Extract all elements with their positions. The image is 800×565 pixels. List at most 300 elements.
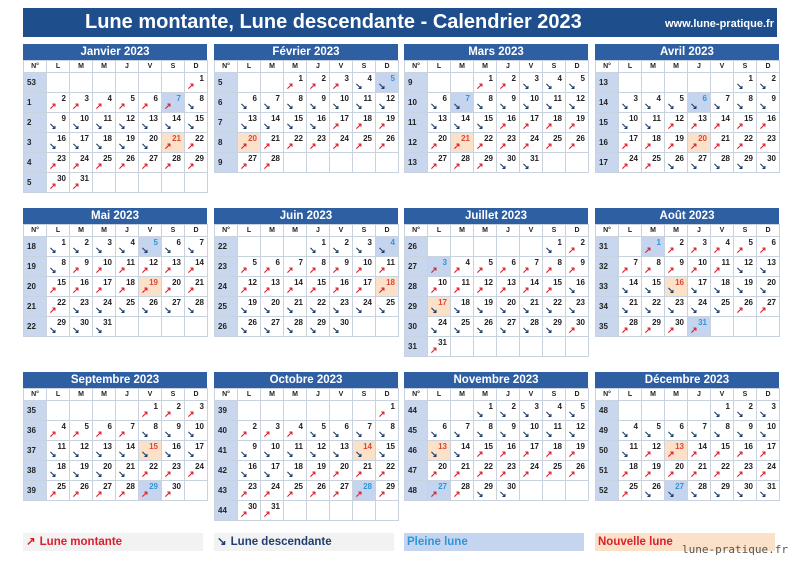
day-cell[interactable] xyxy=(497,441,520,461)
day-cell[interactable] xyxy=(162,153,185,173)
day-cell[interactable] xyxy=(238,93,261,113)
day-cell-full-moon[interactable] xyxy=(376,73,399,93)
day-cell[interactable] xyxy=(93,481,116,501)
day-cell[interactable] xyxy=(376,297,399,317)
day-cell[interactable] xyxy=(47,133,70,153)
day-cell[interactable] xyxy=(619,277,642,297)
day-cell[interactable] xyxy=(543,113,566,133)
day-cell[interactable] xyxy=(284,113,307,133)
day-cell[interactable] xyxy=(116,421,139,441)
day-cell[interactable] xyxy=(474,113,497,133)
day-cell[interactable] xyxy=(642,133,665,153)
day-cell[interactable] xyxy=(330,73,353,93)
day-cell[interactable] xyxy=(619,421,642,441)
day-cell[interactable] xyxy=(474,441,497,461)
day-cell[interactable] xyxy=(757,441,780,461)
day-cell-new-moon[interactable] xyxy=(428,441,451,461)
day-cell[interactable] xyxy=(93,441,116,461)
day-cell[interactable] xyxy=(543,73,566,93)
day-cell[interactable] xyxy=(451,113,474,133)
day-cell[interactable] xyxy=(116,113,139,133)
day-cell[interactable] xyxy=(185,153,208,173)
day-cell[interactable] xyxy=(353,297,376,317)
day-cell[interactable] xyxy=(428,461,451,481)
day-cell[interactable] xyxy=(284,133,307,153)
day-cell[interactable] xyxy=(642,113,665,133)
day-cell-full-moon[interactable] xyxy=(642,237,665,257)
day-cell[interactable] xyxy=(162,401,185,421)
day-cell[interactable] xyxy=(497,297,520,317)
day-cell[interactable] xyxy=(520,153,543,173)
day-cell[interactable] xyxy=(307,93,330,113)
day-cell[interactable] xyxy=(376,133,399,153)
day-cell[interactable] xyxy=(619,297,642,317)
day-cell[interactable] xyxy=(284,461,307,481)
day-cell-new-moon[interactable] xyxy=(665,277,688,297)
day-cell[interactable] xyxy=(451,481,474,501)
day-cell[interactable] xyxy=(566,297,589,317)
day-cell[interactable] xyxy=(566,317,589,337)
day-cell[interactable] xyxy=(734,113,757,133)
day-cell[interactable] xyxy=(284,277,307,297)
day-cell[interactable] xyxy=(665,237,688,257)
day-cell[interactable] xyxy=(162,237,185,257)
day-cell[interactable] xyxy=(734,93,757,113)
day-cell[interactable] xyxy=(451,257,474,277)
day-cell[interactable] xyxy=(116,93,139,113)
day-cell[interactable] xyxy=(566,237,589,257)
day-cell[interactable] xyxy=(70,237,93,257)
day-cell[interactable] xyxy=(543,421,566,441)
day-cell[interactable] xyxy=(238,501,261,521)
day-cell[interactable] xyxy=(47,461,70,481)
day-cell-new-moon[interactable] xyxy=(162,133,185,153)
day-cell[interactable] xyxy=(543,401,566,421)
day-cell[interactable] xyxy=(757,277,780,297)
day-cell[interactable] xyxy=(116,277,139,297)
day-cell[interactable] xyxy=(185,297,208,317)
day-cell-full-moon[interactable] xyxy=(688,93,711,113)
day-cell[interactable] xyxy=(185,461,208,481)
day-cell[interactable] xyxy=(497,401,520,421)
day-cell[interactable] xyxy=(474,461,497,481)
day-cell[interactable] xyxy=(711,421,734,441)
day-cell[interactable] xyxy=(47,297,70,317)
day-cell[interactable] xyxy=(665,421,688,441)
day-cell[interactable] xyxy=(474,257,497,277)
day-cell[interactable] xyxy=(734,297,757,317)
day-cell[interactable] xyxy=(757,461,780,481)
day-cell-new-moon[interactable] xyxy=(139,277,162,297)
day-cell[interactable] xyxy=(619,481,642,501)
day-cell[interactable] xyxy=(185,113,208,133)
day-cell[interactable] xyxy=(688,237,711,257)
day-cell[interactable] xyxy=(93,93,116,113)
day-cell[interactable] xyxy=(185,441,208,461)
day-cell-new-moon[interactable] xyxy=(139,441,162,461)
day-cell-full-moon[interactable] xyxy=(428,481,451,501)
day-cell[interactable] xyxy=(734,481,757,501)
day-cell[interactable] xyxy=(93,133,116,153)
day-cell[interactable] xyxy=(307,237,330,257)
day-cell[interactable] xyxy=(261,421,284,441)
day-cell[interactable] xyxy=(734,421,757,441)
day-cell[interactable] xyxy=(116,441,139,461)
day-cell[interactable] xyxy=(116,461,139,481)
day-cell-new-moon[interactable] xyxy=(353,441,376,461)
day-cell[interactable] xyxy=(474,481,497,501)
day-cell[interactable] xyxy=(307,73,330,93)
day-cell[interactable] xyxy=(497,73,520,93)
day-cell[interactable] xyxy=(93,257,116,277)
day-cell[interactable] xyxy=(307,461,330,481)
day-cell[interactable] xyxy=(185,277,208,297)
day-cell[interactable] xyxy=(70,113,93,133)
day-cell[interactable] xyxy=(185,93,208,113)
day-cell[interactable] xyxy=(307,297,330,317)
day-cell[interactable] xyxy=(619,93,642,113)
day-cell[interactable] xyxy=(330,257,353,277)
day-cell[interactable] xyxy=(688,297,711,317)
day-cell[interactable] xyxy=(474,317,497,337)
day-cell[interactable] xyxy=(642,421,665,441)
day-cell[interactable] xyxy=(711,277,734,297)
day-cell[interactable] xyxy=(642,441,665,461)
day-cell-full-moon[interactable] xyxy=(353,481,376,501)
day-cell[interactable] xyxy=(566,257,589,277)
day-cell[interactable] xyxy=(162,113,185,133)
day-cell[interactable] xyxy=(734,277,757,297)
day-cell[interactable] xyxy=(497,93,520,113)
day-cell[interactable] xyxy=(520,401,543,421)
day-cell[interactable] xyxy=(284,93,307,113)
day-cell[interactable] xyxy=(139,297,162,317)
day-cell[interactable] xyxy=(428,337,451,357)
day-cell[interactable] xyxy=(116,297,139,317)
day-cell[interactable] xyxy=(93,317,116,337)
day-cell[interactable] xyxy=(376,421,399,441)
day-cell[interactable] xyxy=(261,93,284,113)
day-cell[interactable] xyxy=(47,93,70,113)
day-cell[interactable] xyxy=(619,317,642,337)
day-cell[interactable] xyxy=(543,93,566,113)
day-cell[interactable] xyxy=(642,481,665,501)
day-cell[interactable] xyxy=(711,481,734,501)
day-cell[interactable] xyxy=(353,73,376,93)
day-cell[interactable] xyxy=(665,113,688,133)
day-cell[interactable] xyxy=(185,421,208,441)
day-cell-full-moon[interactable] xyxy=(162,93,185,113)
day-cell-full-moon[interactable] xyxy=(376,237,399,257)
day-cell[interactable] xyxy=(497,153,520,173)
day-cell[interactable] xyxy=(734,237,757,257)
day-cell[interactable] xyxy=(757,73,780,93)
day-cell[interactable] xyxy=(665,93,688,113)
day-cell[interactable] xyxy=(307,481,330,501)
day-cell-new-moon[interactable] xyxy=(665,441,688,461)
day-cell[interactable] xyxy=(284,441,307,461)
day-cell[interactable] xyxy=(451,153,474,173)
day-cell[interactable] xyxy=(70,133,93,153)
day-cell[interactable] xyxy=(284,73,307,93)
day-cell[interactable] xyxy=(70,257,93,277)
day-cell[interactable] xyxy=(688,441,711,461)
day-cell[interactable] xyxy=(688,257,711,277)
day-cell[interactable] xyxy=(353,257,376,277)
day-cell[interactable] xyxy=(497,461,520,481)
day-cell[interactable] xyxy=(238,421,261,441)
day-cell[interactable] xyxy=(47,257,70,277)
day-cell[interactable] xyxy=(116,257,139,277)
day-cell[interactable] xyxy=(734,73,757,93)
day-cell[interactable] xyxy=(520,461,543,481)
day-cell[interactable] xyxy=(543,133,566,153)
day-cell[interactable] xyxy=(734,461,757,481)
day-cell[interactable] xyxy=(642,297,665,317)
day-cell[interactable] xyxy=(70,93,93,113)
day-cell[interactable] xyxy=(93,421,116,441)
day-cell[interactable] xyxy=(428,113,451,133)
day-cell[interactable] xyxy=(330,237,353,257)
day-cell[interactable] xyxy=(376,461,399,481)
day-cell[interactable] xyxy=(116,153,139,173)
day-cell[interactable] xyxy=(93,153,116,173)
day-cell[interactable] xyxy=(711,401,734,421)
day-cell[interactable] xyxy=(451,317,474,337)
day-cell[interactable] xyxy=(162,297,185,317)
day-cell[interactable] xyxy=(566,401,589,421)
day-cell[interactable] xyxy=(497,257,520,277)
day-cell[interactable] xyxy=(261,153,284,173)
day-cell[interactable] xyxy=(474,73,497,93)
day-cell[interactable] xyxy=(330,441,353,461)
day-cell[interactable] xyxy=(330,481,353,501)
day-cell[interactable] xyxy=(474,401,497,421)
day-cell[interactable] xyxy=(376,93,399,113)
day-cell[interactable] xyxy=(711,461,734,481)
day-cell[interactable] xyxy=(711,113,734,133)
day-cell[interactable] xyxy=(376,441,399,461)
day-cell[interactable] xyxy=(330,133,353,153)
day-cell[interactable] xyxy=(330,421,353,441)
day-cell[interactable] xyxy=(47,237,70,257)
day-cell[interactable] xyxy=(116,237,139,257)
day-cell[interactable] xyxy=(451,461,474,481)
day-cell[interactable] xyxy=(757,93,780,113)
day-cell[interactable] xyxy=(307,133,330,153)
day-cell[interactable] xyxy=(520,257,543,277)
day-cell[interactable] xyxy=(497,113,520,133)
day-cell[interactable] xyxy=(619,153,642,173)
day-cell-new-moon[interactable] xyxy=(376,277,399,297)
day-cell[interactable] xyxy=(261,277,284,297)
day-cell[interactable] xyxy=(543,257,566,277)
day-cell[interactable] xyxy=(353,133,376,153)
day-cell[interactable] xyxy=(520,113,543,133)
day-cell[interactable] xyxy=(185,237,208,257)
day-cell[interactable] xyxy=(376,481,399,501)
day-cell[interactable] xyxy=(261,257,284,277)
day-cell[interactable] xyxy=(665,297,688,317)
day-cell[interactable] xyxy=(353,237,376,257)
site-url[interactable]: www.lune-pratique.fr xyxy=(665,18,774,30)
day-cell[interactable] xyxy=(93,237,116,257)
day-cell[interactable] xyxy=(93,277,116,297)
day-cell[interactable] xyxy=(185,401,208,421)
day-cell[interactable] xyxy=(238,481,261,501)
day-cell[interactable] xyxy=(711,93,734,113)
day-cell[interactable] xyxy=(619,133,642,153)
day-cell[interactable] xyxy=(162,277,185,297)
day-cell[interactable] xyxy=(566,133,589,153)
day-cell[interactable] xyxy=(139,113,162,133)
day-cell[interactable] xyxy=(688,481,711,501)
day-cell-full-moon[interactable] xyxy=(665,481,688,501)
day-cell[interactable] xyxy=(70,297,93,317)
day-cell[interactable] xyxy=(428,277,451,297)
day-cell[interactable] xyxy=(757,401,780,421)
day-cell[interactable] xyxy=(376,113,399,133)
day-cell[interactable] xyxy=(93,297,116,317)
day-cell[interactable] xyxy=(261,481,284,501)
day-cell[interactable] xyxy=(376,401,399,421)
day-cell[interactable] xyxy=(451,421,474,441)
day-cell[interactable] xyxy=(734,133,757,153)
day-cell[interactable] xyxy=(70,317,93,337)
day-cell[interactable] xyxy=(261,501,284,521)
day-cell[interactable] xyxy=(238,257,261,277)
day-cell[interactable] xyxy=(261,297,284,317)
day-cell[interactable] xyxy=(520,421,543,441)
day-cell[interactable] xyxy=(474,153,497,173)
day-cell[interactable] xyxy=(474,133,497,153)
day-cell[interactable] xyxy=(47,421,70,441)
day-cell[interactable] xyxy=(757,237,780,257)
day-cell[interactable] xyxy=(642,93,665,113)
day-cell[interactable] xyxy=(185,257,208,277)
day-cell[interactable] xyxy=(261,461,284,481)
day-cell[interactable] xyxy=(520,93,543,113)
day-cell[interactable] xyxy=(284,421,307,441)
day-cell-new-moon[interactable] xyxy=(688,133,711,153)
day-cell[interactable] xyxy=(428,133,451,153)
day-cell[interactable] xyxy=(139,461,162,481)
day-cell[interactable] xyxy=(47,153,70,173)
day-cell[interactable] xyxy=(162,421,185,441)
day-cell[interactable] xyxy=(566,461,589,481)
day-cell[interactable] xyxy=(70,461,93,481)
day-cell[interactable] xyxy=(543,441,566,461)
day-cell[interactable] xyxy=(70,441,93,461)
day-cell[interactable] xyxy=(139,133,162,153)
day-cell[interactable] xyxy=(474,421,497,441)
day-cell[interactable] xyxy=(619,461,642,481)
day-cell[interactable] xyxy=(451,297,474,317)
day-cell[interactable] xyxy=(284,481,307,501)
day-cell[interactable] xyxy=(261,441,284,461)
day-cell[interactable] xyxy=(284,257,307,277)
day-cell[interactable] xyxy=(70,153,93,173)
day-cell[interactable] xyxy=(734,401,757,421)
day-cell[interactable] xyxy=(47,317,70,337)
day-cell[interactable] xyxy=(688,461,711,481)
day-cell[interactable] xyxy=(734,153,757,173)
day-cell[interactable] xyxy=(428,317,451,337)
day-cell[interactable] xyxy=(307,441,330,461)
day-cell[interactable] xyxy=(665,317,688,337)
day-cell[interactable] xyxy=(642,277,665,297)
day-cell[interactable] xyxy=(47,113,70,133)
day-cell[interactable] xyxy=(185,133,208,153)
day-cell[interactable] xyxy=(47,173,70,193)
day-cell[interactable] xyxy=(566,93,589,113)
day-cell[interactable] xyxy=(497,421,520,441)
day-cell[interactable] xyxy=(642,153,665,173)
day-cell[interactable] xyxy=(451,441,474,461)
day-cell[interactable] xyxy=(428,421,451,441)
day-cell[interactable] xyxy=(566,277,589,297)
day-cell[interactable] xyxy=(93,461,116,481)
day-cell[interactable] xyxy=(70,481,93,501)
day-cell[interactable] xyxy=(711,257,734,277)
day-cell[interactable] xyxy=(474,277,497,297)
day-cell[interactable] xyxy=(116,481,139,501)
day-cell[interactable] xyxy=(238,153,261,173)
day-cell[interactable] xyxy=(543,461,566,481)
day-cell[interactable] xyxy=(353,421,376,441)
day-cell-new-moon[interactable] xyxy=(238,133,261,153)
day-cell[interactable] xyxy=(185,73,208,93)
day-cell[interactable] xyxy=(428,93,451,113)
day-cell[interactable] xyxy=(238,461,261,481)
day-cell[interactable] xyxy=(238,277,261,297)
day-cell[interactable] xyxy=(520,297,543,317)
day-cell[interactable] xyxy=(665,153,688,173)
day-cell[interactable] xyxy=(688,113,711,133)
day-cell-full-moon[interactable] xyxy=(139,481,162,501)
day-cell[interactable] xyxy=(261,317,284,337)
day-cell[interactable] xyxy=(307,317,330,337)
day-cell[interactable] xyxy=(711,297,734,317)
day-cell[interactable] xyxy=(307,257,330,277)
day-cell[interactable] xyxy=(566,441,589,461)
day-cell[interactable] xyxy=(330,297,353,317)
day-cell[interactable] xyxy=(238,297,261,317)
day-cell[interactable] xyxy=(642,257,665,277)
day-cell[interactable] xyxy=(543,277,566,297)
day-cell[interactable] xyxy=(619,113,642,133)
day-cell[interactable] xyxy=(642,317,665,337)
day-cell[interactable] xyxy=(688,421,711,441)
day-cell[interactable] xyxy=(238,317,261,337)
day-cell[interactable] xyxy=(162,441,185,461)
day-cell[interactable] xyxy=(497,317,520,337)
day-cell-full-moon[interactable] xyxy=(139,237,162,257)
day-cell[interactable] xyxy=(139,257,162,277)
day-cell[interactable] xyxy=(238,113,261,133)
day-cell[interactable] xyxy=(665,257,688,277)
day-cell[interactable] xyxy=(757,297,780,317)
day-cell-full-moon[interactable] xyxy=(451,93,474,113)
day-cell[interactable] xyxy=(520,133,543,153)
day-cell[interactable] xyxy=(47,481,70,501)
day-cell[interactable] xyxy=(116,133,139,153)
day-cell[interactable] xyxy=(665,461,688,481)
day-cell[interactable] xyxy=(734,441,757,461)
day-cell[interactable] xyxy=(711,133,734,153)
day-cell[interactable] xyxy=(688,277,711,297)
day-cell[interactable] xyxy=(757,257,780,277)
